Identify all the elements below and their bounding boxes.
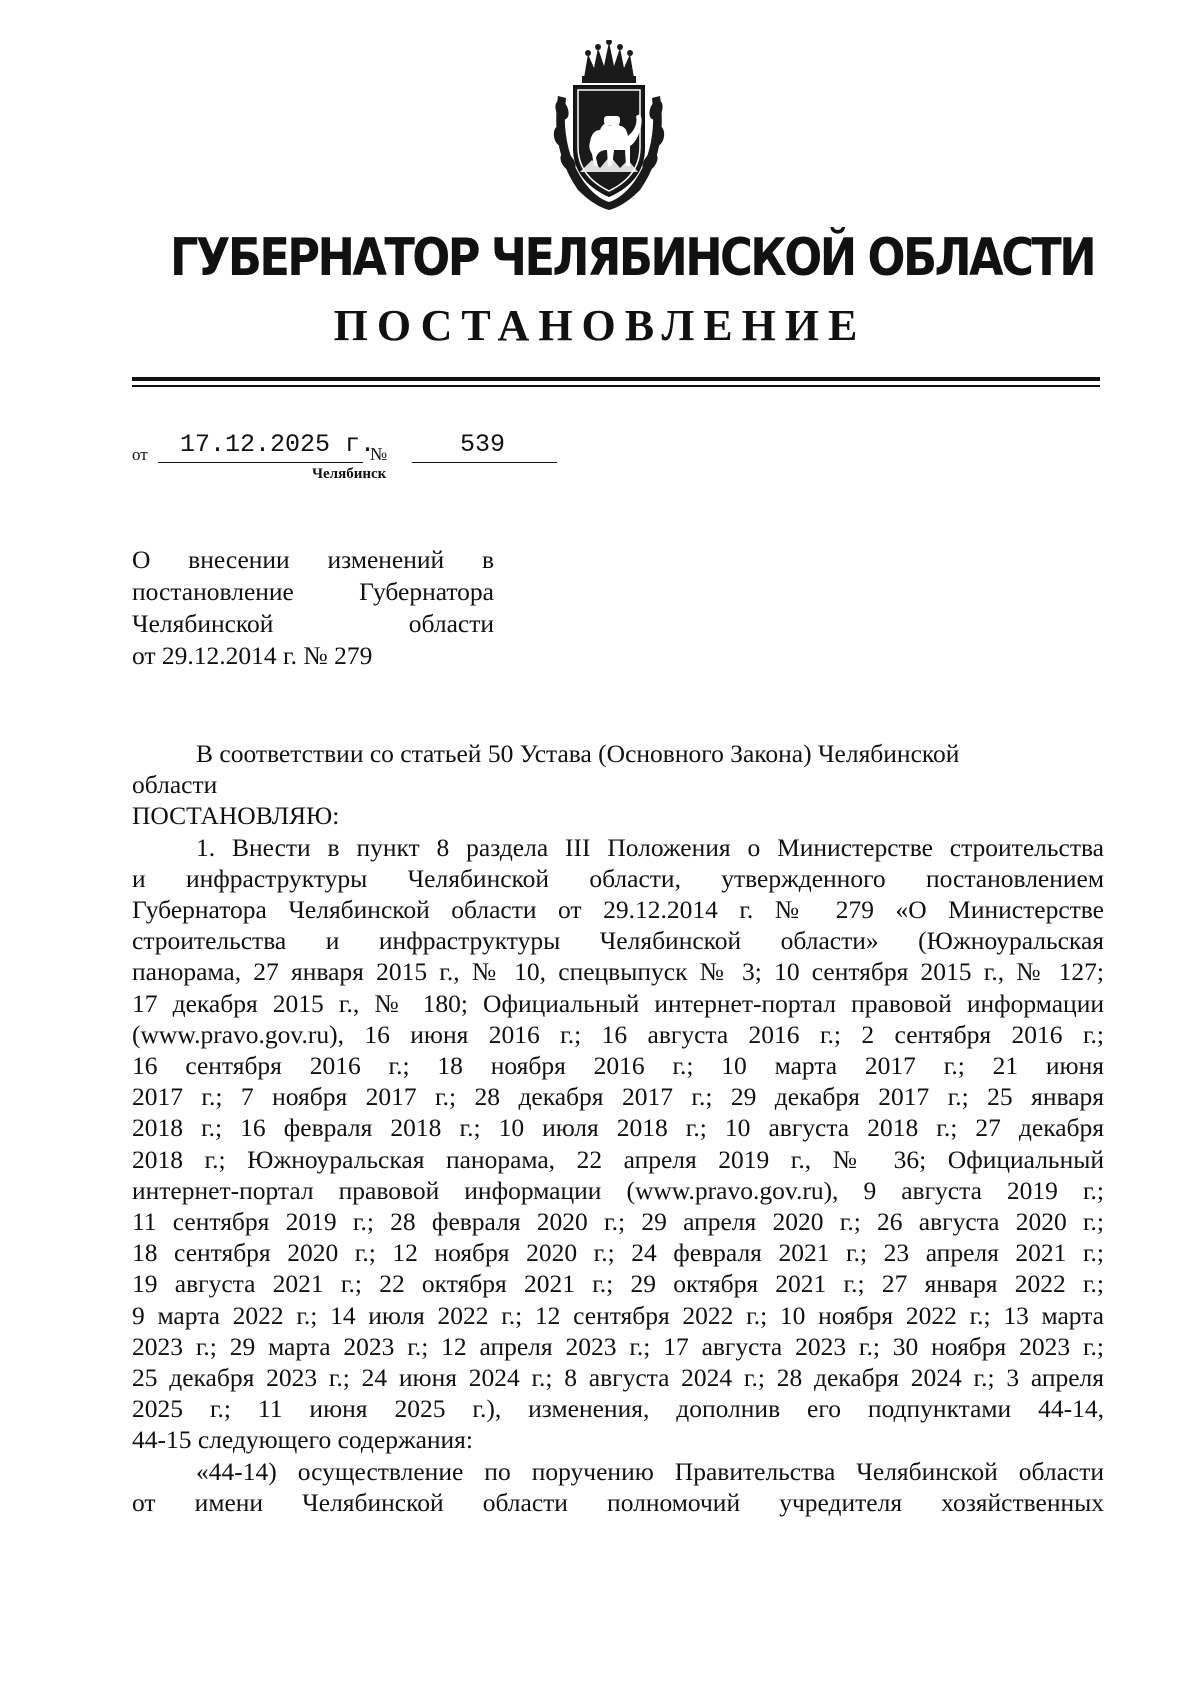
body-line: 2018 г.; Южноуральская панорама, 22 апреля 2019 г., № 36; Официальный bbox=[132, 1144, 1104, 1174]
document-number: 539 bbox=[460, 430, 506, 459]
body-line: интернет-портал правовой информации (www.pravo.gov.ru), 9 августа 2019 г.; bbox=[132, 1175, 1104, 1205]
body-line: панорама, 27 января 2015 г., № 10, спецвыпуск № 3; 10 сентября 2015 г., № 127; bbox=[132, 957, 1104, 987]
issuing-authority-title: ГУБЕРНАТОР ЧЕЛЯБИНСКОЙ ОБЛАСТИ bbox=[170, 228, 1095, 288]
document-body bbox=[132, 738, 1104, 1518]
subject-line: О внесении изменений в bbox=[132, 545, 494, 574]
body-line: 2018 г.; 16 февраля 2018 г.; 10 июля 2018 г.; 10 августа 2018 г.; 27 декабря bbox=[132, 1113, 1104, 1143]
body-line: 2017 г.; 7 ноября 2017 г.; 28 декабря 2017 г.; 29 декабря 2017 г.; 25 января bbox=[132, 1082, 1104, 1112]
subject-line: от 29.12.2014 г. № 279 bbox=[132, 641, 373, 670]
body-line: В соответствии со статьей 50 Устава (Основного Закона) Челябинской bbox=[196, 739, 960, 768]
subject-line: постановление Губернатора bbox=[132, 577, 494, 606]
body-line: 19 августа 2021 г.; 22 октября 2021 г.; 29 октября 2021 г.; 27 января 2022 г.; bbox=[132, 1269, 1104, 1299]
document-subject bbox=[132, 544, 494, 672]
body-line: 2023 г.; 29 марта 2023 г.; 12 апреля 2023 г.; 17 августа 2023 г.; 30 ноября 2023 г.; bbox=[132, 1331, 1104, 1361]
date-underline bbox=[158, 462, 363, 463]
header-divider-thick bbox=[132, 377, 1100, 381]
body-line: (www.pravo.gov.ru), 16 июня 2016 г.; 16 августа 2016 г.; 2 сентября 2016 г.; bbox=[132, 1019, 1104, 1049]
body-line: 44-15 следующего содержания: bbox=[132, 1425, 473, 1455]
body-line: от имени Челябинской области полномочий учредителя хозяйственных bbox=[132, 1487, 1104, 1517]
document-type-title: ПОСТАНОВЛЕНИЕ bbox=[333, 301, 867, 350]
body-line: 2025 г.; 11 июня 2025 г.), изменения, дополнив его подпунктами 44-14, bbox=[132, 1394, 1104, 1424]
body-line: 25 декабря 2023 г.; 24 июня 2024 г.; 8 августа 2024 г.; 28 декабря 2024 г.; 3 апреля bbox=[132, 1363, 1104, 1393]
issue-city: Челябинск bbox=[312, 466, 387, 482]
document-date: 17.12.2025 г. bbox=[180, 430, 376, 459]
body-line: области bbox=[132, 770, 218, 800]
header-divider-thin bbox=[132, 385, 1100, 387]
body-line: Губернатора Челябинской области от 29.12.2014 г. № 279 «О Министерстве bbox=[132, 895, 1104, 925]
crown-icon bbox=[582, 40, 636, 83]
number-label: № bbox=[370, 444, 388, 464]
body-line: и инфраструктуры Челябинской области, утвержденного постановлением bbox=[132, 863, 1104, 893]
body-line: 16 сентября 2016 г.; 18 ноября 2016 г.; 10 марта 2017 г.; 21 июня bbox=[132, 1051, 1104, 1081]
date-label: от bbox=[132, 445, 148, 464]
subject-line: Челябинской области bbox=[132, 609, 494, 638]
body-line: 17 декабря 2015 г., № 180; Официальный интернет-портал правовой информации bbox=[132, 988, 1104, 1018]
body-line: 18 сентября 2020 г.; 12 ноября 2020 г.; 24 февраля 2021 г.; 23 апреля 2021 г.; bbox=[132, 1238, 1104, 1268]
body-line: строительства и инфраструктуры Челябинской области» (Южноуральская bbox=[132, 926, 1104, 956]
body-line: 9 марта 2022 г.; 14 июля 2022 г.; 12 сентября 2022 г.; 10 ноября 2022 г.; 13 марта bbox=[132, 1300, 1104, 1330]
decree-heading: ПОСТАНОВЛЯЮ: bbox=[132, 801, 340, 831]
body-line: «44-14) осуществление по поручению Правительства Челябинской области bbox=[196, 1456, 1104, 1486]
body-line: 1. Внести в пункт 8 раздела III Положения о Министерстве строительства bbox=[196, 832, 1104, 862]
body-line: 11 сентября 2019 г.; 28 февраля 2020 г.; 29 апреля 2020 г.; 26 августа 2020 г.; bbox=[132, 1207, 1104, 1237]
coat-of-arms-emblem bbox=[548, 40, 670, 212]
number-underline bbox=[412, 462, 557, 463]
